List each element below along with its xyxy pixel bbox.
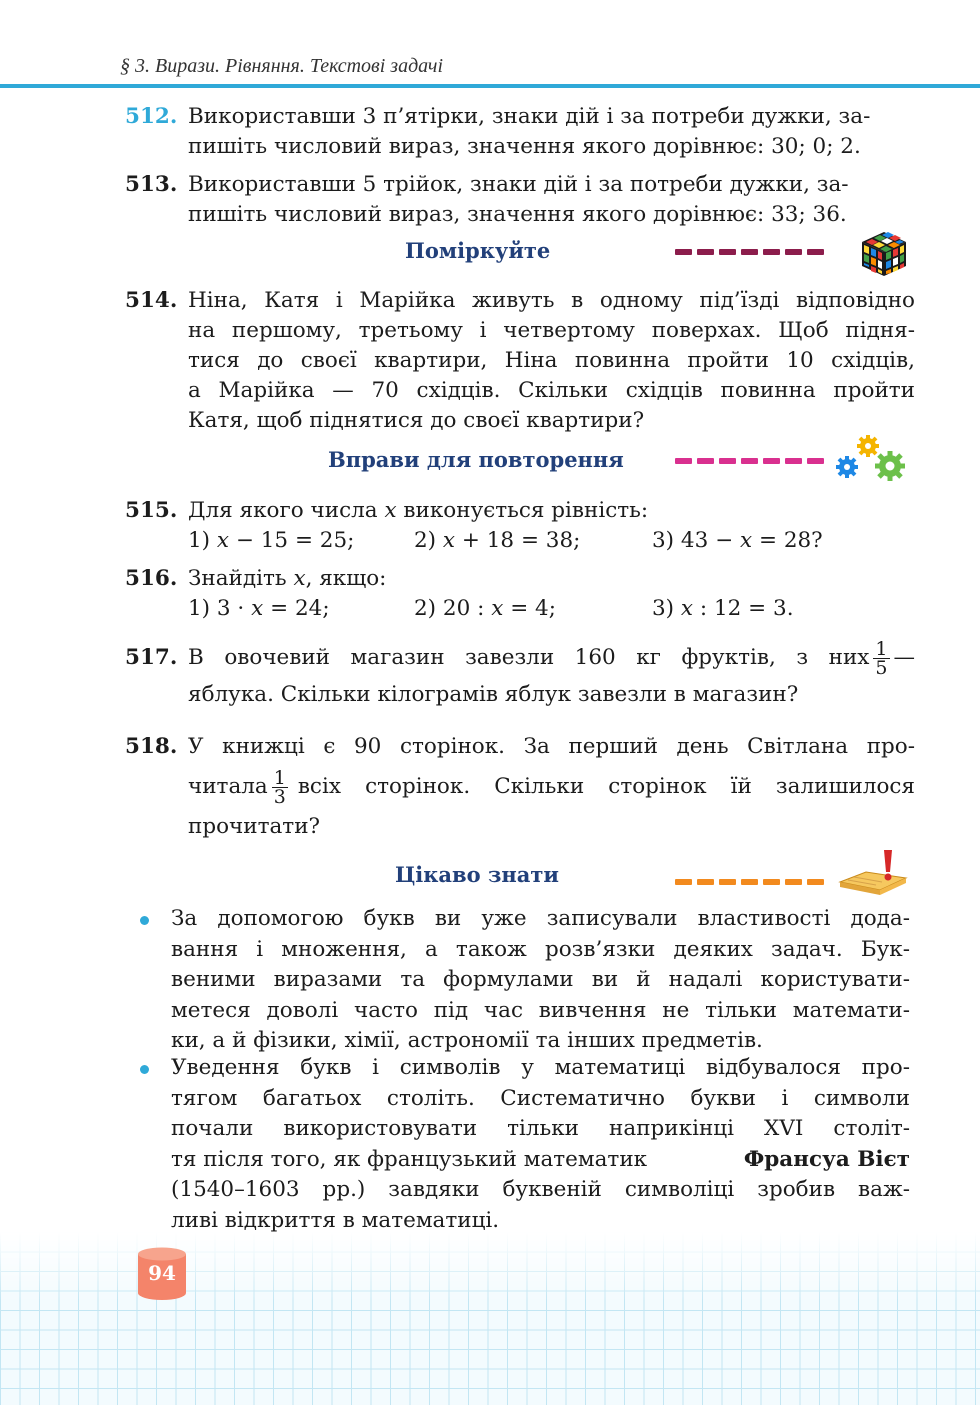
fraction: $\frac{1}{5}$ — [875, 637, 888, 679]
option-3: 3) x : 12 = 3. — [652, 596, 794, 621]
bullet-dot — [140, 916, 149, 925]
task-text-line: тися до своєї квартири, Ніна повинна пройти 10 східців, — [188, 348, 915, 373]
fact-line: тя після того, як французький математик Франсуа Вієт — [171, 1145, 910, 1176]
task-text: В овочевий магазин завезли 160 кг фруктів, з них — [188, 645, 870, 670]
task-text: читала — [188, 774, 268, 799]
option-1: 1) x − 15 = 25; — [188, 528, 355, 553]
task-text-line: Катя, щоб піднятися до своєї квартири? — [188, 408, 645, 433]
task-text-line: а Марійка — 70 східців. Скільки східців повинна пройти — [188, 378, 915, 403]
fact-line: ливі відкриття в математиці. — [171, 1207, 500, 1233]
section-title: Вправи для повторення — [328, 447, 624, 472]
name-highlight: Франсуа Вієт — [743, 1146, 910, 1172]
dashes-decoration — [675, 458, 825, 464]
section-title: Цікаво знати — [395, 862, 559, 887]
fact-line: (1540–1603 рр.) завдяки буквеній символіці зробив важ- — [171, 1177, 910, 1202]
fact-bullet — [140, 904, 910, 1057]
section-title: Поміркуйте — [405, 238, 551, 263]
fact-line: тягом багатьох століть. Систематично букви і символи — [171, 1085, 910, 1111]
section-repeat — [0, 436, 980, 486]
fact-line: Уведення букв і символів у математиці відбувалося про- — [171, 1055, 910, 1080]
task-text: всіх сторінок. Скільки сторінок їй залишилося — [297, 774, 915, 799]
fact-line: метеся доволі часто під час вивчення не тільки математи- — [171, 997, 910, 1023]
running-header — [0, 0, 980, 92]
fact-line: ки, а й фізики, хімії, астрономії та інших предметів. — [171, 1028, 763, 1053]
options-row — [188, 594, 915, 624]
fact-line: почали використовувати тільки наприкінці XVI століт- — [171, 1116, 910, 1141]
fact-line: За допомогою букв ви уже записували властивості дода- — [171, 906, 910, 931]
task-517 — [125, 636, 915, 710]
section-think — [0, 228, 980, 278]
task-number: 518. — [125, 734, 178, 759]
task-518 — [125, 732, 915, 842]
gears-icon — [832, 434, 912, 484]
task-text: , якщо: — [305, 566, 387, 591]
section-interesting — [0, 850, 980, 900]
bullet-dot — [140, 1065, 149, 1074]
task-number: 515. — [125, 498, 178, 523]
fact-line: веними виразами та формулами ви й надалі користувати- — [171, 967, 910, 992]
option-2: 2) x + 18 = 38; — [414, 528, 581, 553]
task-text-line: яблука. Скільки кілограмів яблук завезли в магазин? — [188, 682, 799, 707]
task-514 — [125, 286, 915, 436]
page-number: 94 — [148, 1261, 176, 1285]
task-516 — [125, 564, 915, 624]
task-513 — [125, 170, 915, 230]
page-number-badge — [137, 1247, 187, 1301]
options-row — [188, 526, 915, 556]
running-header-title: § 3. Вирази. Рівняння. Текстові задачі — [120, 55, 444, 77]
task-text: Знайдіть — [188, 566, 287, 591]
task-text-line: Ніна, Катя і Марійка живуть в одному під’їзді відповідно — [188, 288, 915, 313]
fact-bullet — [140, 1053, 910, 1236]
task-text-line: Використавши 3 п’ятірки, знаки дій і за потреби дужки, за- — [188, 104, 871, 129]
task-number: 514. — [125, 288, 178, 313]
header-rule — [0, 84, 980, 88]
task-text: — — [893, 645, 915, 670]
task-text-line: Використавши 5 трійок, знаки дій і за потреби дужки, за- — [188, 172, 849, 197]
task-number: 517. — [125, 645, 178, 670]
task-text-line: пишіть числовий вираз, значення якого дорівнює: 33; 36. — [188, 202, 847, 227]
option-1: 1) 3 · x = 24; — [188, 596, 330, 621]
variable-x: x — [384, 498, 397, 523]
task-text: Для якого числа — [188, 498, 378, 523]
option-2: 2) 20 : x = 4; — [414, 596, 556, 621]
task-number: 512. — [125, 104, 178, 129]
task-text-line: прочитати? — [188, 814, 321, 839]
dashes-decoration — [675, 879, 825, 885]
dashes-decoration — [675, 249, 825, 255]
task-515 — [125, 496, 915, 556]
task-text-line: У книжці є 90 сторінок. За перший день Світлана про- — [188, 734, 915, 759]
book-exclamation-icon — [836, 848, 912, 898]
variable-x: x — [293, 566, 306, 591]
task-number: 513. — [125, 172, 178, 197]
rubiks-cube-icon — [858, 228, 910, 278]
fraction: $\frac{1}{3}$ — [273, 766, 286, 808]
fact-line: вання і множення, а також розв’язки деяких задач. Бук- — [171, 936, 910, 962]
task-number: 516. — [125, 566, 178, 591]
task-text-line: пишіть числовий вираз, значення якого дорівнює: 30; 0; 2. — [188, 134, 861, 159]
task-text-line: на першому, третьому і четвертому поверхах. Щоб підня- — [188, 318, 915, 343]
task-text: виконується рівність: — [403, 498, 649, 523]
task-512 — [125, 102, 915, 162]
option-3: 3) 43 − x = 28? — [652, 528, 823, 553]
